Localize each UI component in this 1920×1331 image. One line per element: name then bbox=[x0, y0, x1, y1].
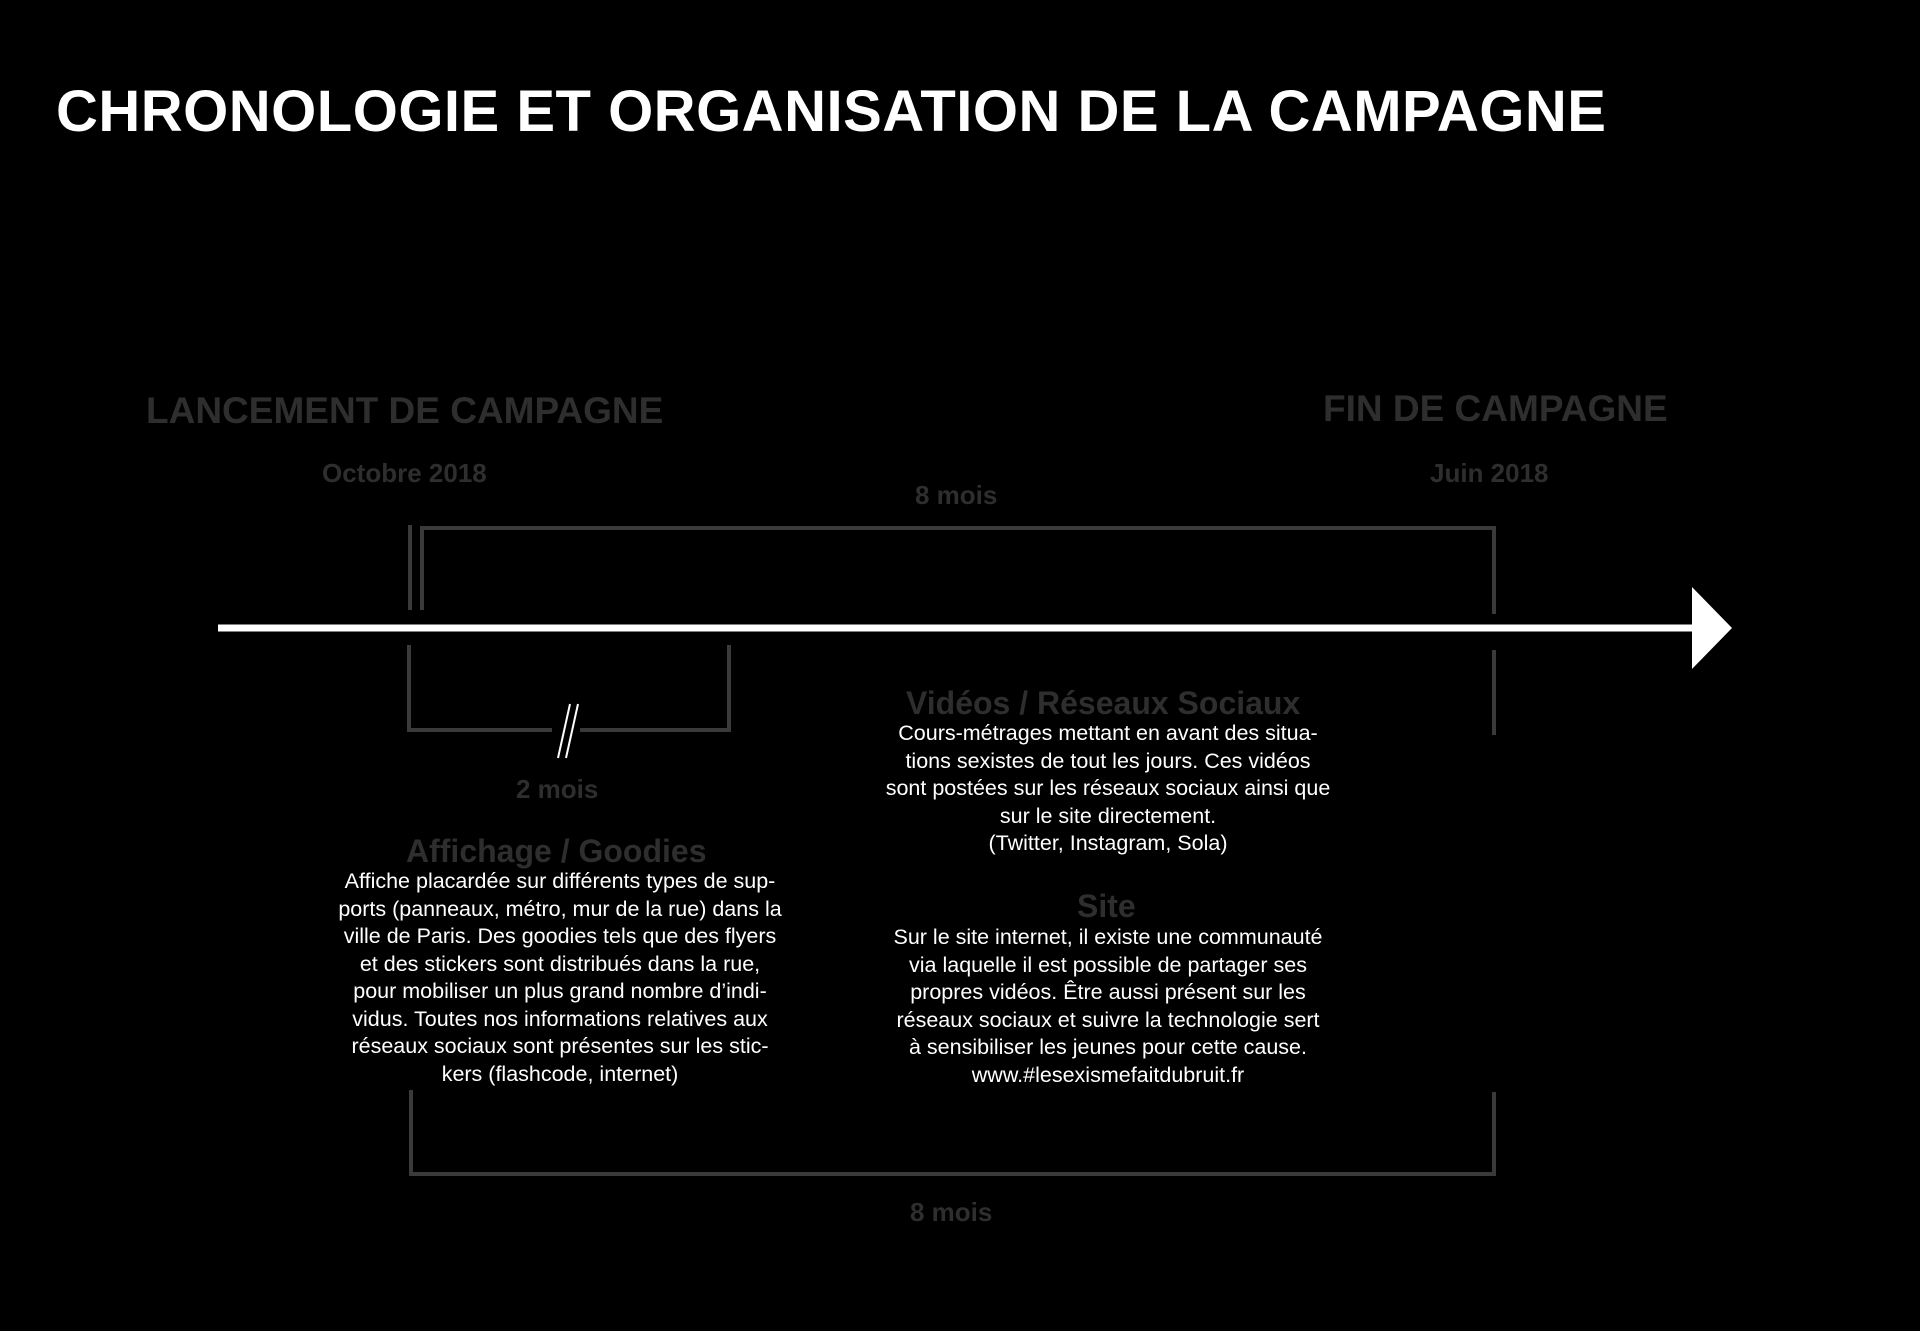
videos-heading: Vidéos / Réseaux Sociaux bbox=[906, 685, 1301, 721]
start-label: LANCEMENT DE CAMPAGNE bbox=[146, 390, 664, 431]
timeline-arrowhead bbox=[1692, 587, 1732, 669]
site-heading: Site bbox=[1077, 888, 1136, 924]
start-date: Octobre 2018 bbox=[322, 458, 487, 488]
bottom-duration-label: 8 mois bbox=[910, 1197, 993, 1227]
end-label: FIN DE CAMPAGNE bbox=[1323, 388, 1668, 429]
top-bracket bbox=[422, 528, 1494, 614]
end-date: Juin 2018 bbox=[1430, 458, 1549, 488]
affichage-heading: Affichage / Goodies bbox=[406, 833, 707, 869]
affichage-duration-label: 2 mois bbox=[516, 774, 599, 804]
videos-text: Cours-métrages mettant en avant des situa- tions sexistes de tout les jours. Ces vidéos sont postées sur les réseaux sociaux ainsi que sur le site directement. (Twitter, Instagram, Sola) bbox=[885, 721, 1331, 855]
top-duration-label: 8 mois bbox=[915, 480, 998, 510]
site-text: Sur le site internet, il existe une communauté via laquelle il est possible de partager ses propres vidéos. Être aussi présent sur les réseaux sociaux et suivre la technologie sert à sensibiliser les jeunes pour cette cause. www.#lesexismefaitdubruit.fr bbox=[893, 925, 1323, 1087]
affichage-text: Affiche placardée sur différents types de sup- ports (panneaux, métro, mur de la rue) dans la ville de Paris. Des goodies tels que des flyers et des stickers sont distribués dans la rue, pour mobiliser un plus grand nombre d’indi- vidus. Toutes nos informations relatives aux réseaux sociaux sont présentes sur les stic- kers (flashcode, internet) bbox=[338, 869, 782, 1086]
page-title: CHRONOLOGIE ET ORGANISATION DE LA CAMPAGNE bbox=[56, 79, 1607, 144]
bottom-bracket bbox=[411, 1090, 1494, 1174]
affichage-bracket bbox=[409, 645, 729, 730]
